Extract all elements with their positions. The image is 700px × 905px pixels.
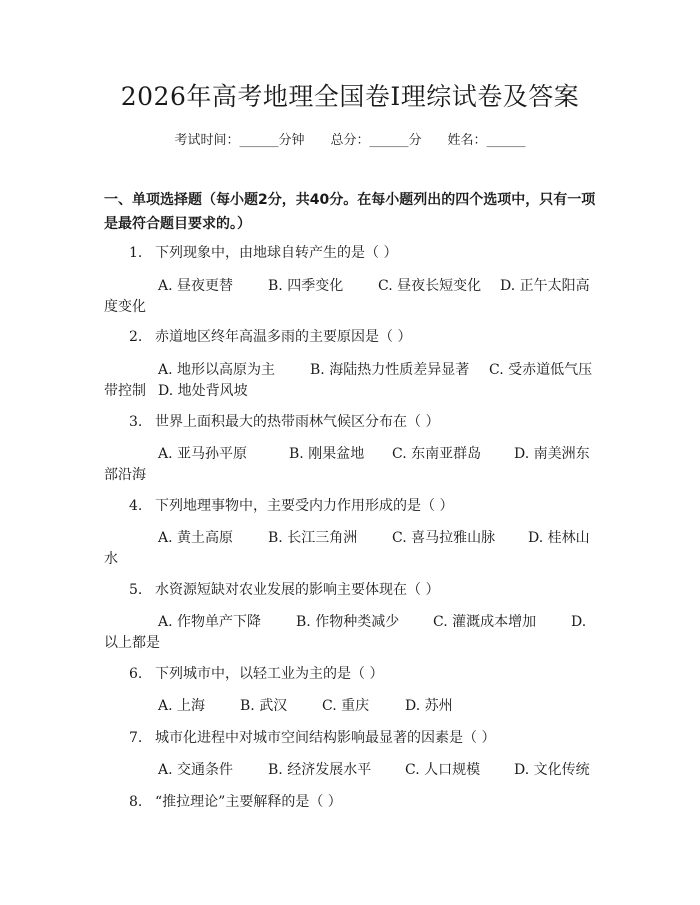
question-7-option-a: A. 交通条件 [158,762,234,778]
question-1-option-c: C. 昼夜长短变化 [378,278,482,294]
question-7-option-c: C. 人口规模 [405,762,481,778]
question-1-option-a: A. 昼夜更替 [158,278,234,294]
question-3-option-d: D. 南美洲东 [514,446,590,462]
question-2-option-d: D. 地处背风坡 [158,383,248,399]
question-2-stem [129,327,411,347]
question-3-option-d-continued: 部沿海 [104,467,146,483]
exam-time-field: 考试时间：______分钟 [174,133,305,148]
question-number: 4. [129,498,143,514]
question-text: 下列地理事物中，主要受内力作用形成的是（ ） [155,498,454,514]
section-heading: 一、单项选择题（每小题2分，共40分。在每小题列出的四个选项中，只有一项是最符合题目要求的。） [104,192,596,232]
question-3-option-a: A. 亚马孙平原 [158,446,248,462]
question-1-option-d: D. 正午太阳高 [500,278,590,294]
question-number: 7. [129,730,143,746]
question-7-option-d: D. 文化传统 [514,762,590,778]
question-3-option-c: C. 东南亚群岛 [392,446,482,462]
question-number: 6. [129,666,143,682]
question-number: 8. [129,794,143,810]
exam-info-line [0,131,700,151]
question-number: 1. [129,245,143,261]
question-6-option-b: B. 武汉 [240,698,288,714]
question-4-stem [129,496,453,516]
question-text: 赤道地区终年高温多雨的主要原因是（ ） [155,329,412,345]
question-5-option-d-continued: 以上都是 [104,635,160,651]
question-1-option-b: B. 四季变化 [268,278,344,294]
question-2-option-c-continued: 带控制 [104,383,146,399]
total-score-field: 总分：______分 [330,133,422,148]
question-5-option-b: B. 作物种类减少 [296,614,400,630]
question-text: 水资源短缺对农业发展的影响主要体现在（ ） [155,582,440,598]
question-5-option-a: A. 作物单产下降 [158,614,262,630]
question-8-stem [129,792,342,812]
question-6-option-d: D. 苏州 [405,698,453,714]
question-6-option-a: A. 上海 [158,698,206,714]
question-3-stem [129,412,439,432]
question-6-stem [129,664,383,684]
question-7-option-b: B. 经济发展水平 [268,762,372,778]
question-1-stem [129,243,397,263]
page-title: 2026年高考地理全国卷Ⅰ理综试卷及答案 [120,82,580,111]
question-5-stem [129,580,439,600]
question-4-option-c: C. 喜马拉雅山脉 [392,530,496,546]
question-5-option-c: C. 灌溉成本增加 [433,614,537,630]
question-4-option-a: A. 黄土高原 [158,530,234,546]
question-text: “推拉理论”主要解释的是（ ） [155,794,342,810]
question-5-option-d: D. [571,614,587,630]
question-text: 世界上面积最大的热带雨林气候区分布在（ ） [155,414,440,430]
question-text: 城市化进程中对城市空间结构影响最显著的因素是（ ） [155,730,496,746]
student-name-field: 姓名：______ [447,133,526,148]
question-text: 下列现象中，由地球自转产生的是（ ） [155,245,398,261]
question-7-stem [129,728,495,748]
question-3-option-b: B. 刚果盆地 [289,446,365,462]
question-4-option-b: B. 长江三角洲 [268,530,358,546]
question-6-option-c: C. 重庆 [322,698,370,714]
question-2-option-a: A. 地形以高原为主 [158,362,276,378]
question-number: 3. [129,414,143,430]
question-4-option-d: D. 桂林山 [528,530,590,546]
question-text: 下列城市中，以轻工业为主的是（ ） [155,666,384,682]
question-1-option-d-continued: 度变化 [104,299,146,315]
question-4-option-d-continued: 水 [104,551,118,567]
question-2-option-b: B. 海陆热力性质差异显著 [310,362,470,378]
question-number: 5. [129,582,143,598]
question-2-option-c: C. 受赤道低气压 [489,362,593,378]
question-number: 2. [129,329,143,345]
